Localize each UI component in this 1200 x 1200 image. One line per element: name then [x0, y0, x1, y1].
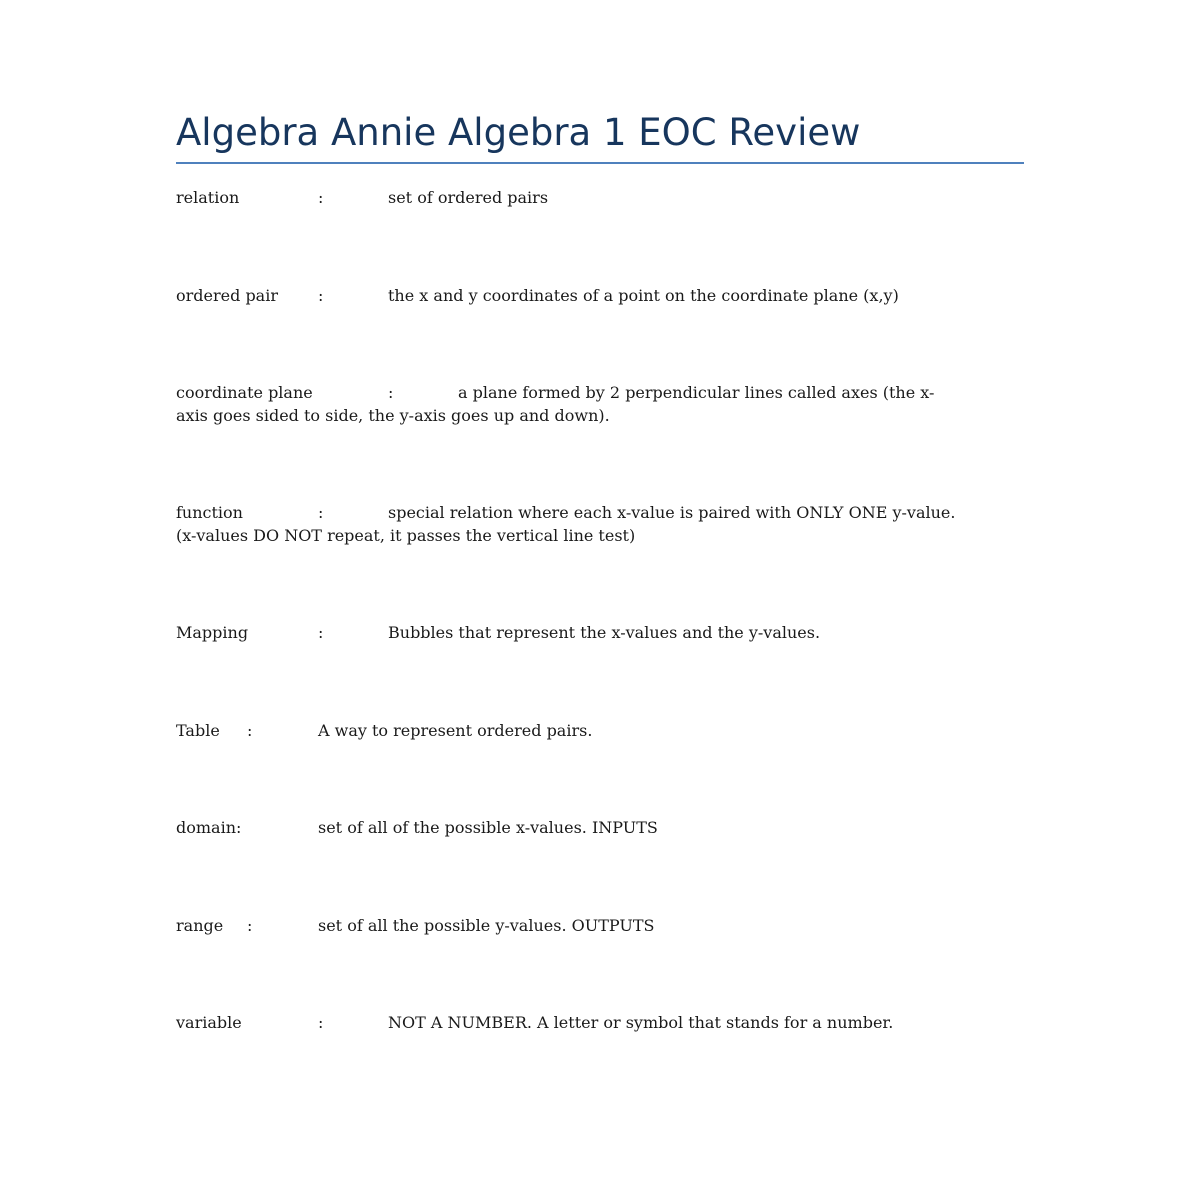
- entry-separator: :: [247, 721, 253, 740]
- entry-term: ordered pair: [176, 286, 278, 305]
- entry-definition: NOT A NUMBER. A letter or symbol that stands for a number.: [388, 1013, 894, 1032]
- entry-term: range: [176, 916, 224, 935]
- entry-definition: the x and y coordinates of a point on the coordinate plane (x,y): [388, 286, 899, 305]
- entry-separator: :: [318, 503, 324, 522]
- entry-separator: :: [318, 623, 324, 642]
- entry-definition-continued: axis goes sided to side, the y-axis goes up and down).: [176, 406, 610, 425]
- page-title: Algebra Annie Algebra 1 EOC Review: [176, 111, 861, 154]
- entry-separator: :: [318, 286, 324, 305]
- entry-term: relation: [176, 188, 240, 207]
- entry-definition: special relation where each x-value is paired with ONLY ONE y-value.: [388, 503, 956, 522]
- entry-term: Table: [176, 721, 220, 740]
- title-underline: [176, 162, 1024, 164]
- entry-separator: :: [388, 383, 394, 402]
- entry-term: Mapping: [176, 623, 249, 642]
- entry-definition: A way to represent ordered pairs.: [318, 721, 593, 740]
- entry-definition-continued: (x-values DO NOT repeat, it passes the vertical line test): [176, 526, 636, 545]
- entry-term: function: [176, 503, 243, 522]
- entry-term: domain:: [176, 818, 242, 837]
- entry-term: variable: [176, 1013, 242, 1032]
- entry-definition: a plane formed by 2 perpendicular lines called axes (the x-: [458, 383, 935, 402]
- entry-separator: :: [318, 188, 324, 207]
- entry-definition: set of ordered pairs: [388, 188, 549, 207]
- entry-definition: set of all of the possible x-values. INPUTS: [318, 818, 658, 837]
- entry-definition: set of all the possible y-values. OUTPUTS: [318, 916, 655, 935]
- entry-term: coordinate plane: [176, 383, 313, 402]
- entry-separator: :: [247, 916, 253, 935]
- entry-definition: Bubbles that represent the x-values and the y-values.: [388, 623, 821, 642]
- entry-separator: :: [318, 1013, 324, 1032]
